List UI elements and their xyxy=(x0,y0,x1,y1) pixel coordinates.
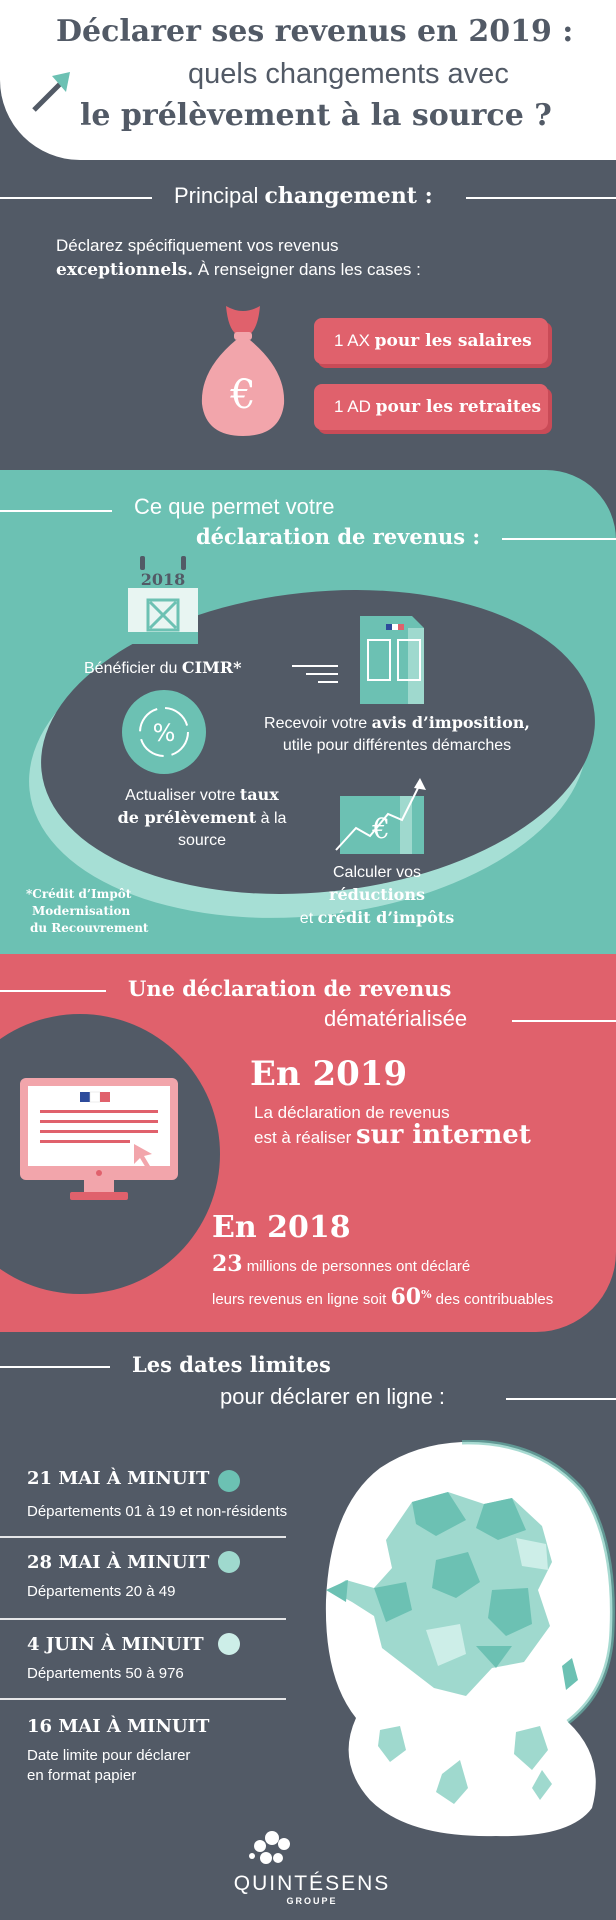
year-2018-text: 23 millions de personnes ont déclaré leurs revenus en ligne soit 60% des contribuables xyxy=(212,1251,554,1310)
date-item-2-dot xyxy=(218,1551,240,1573)
divider-right xyxy=(502,538,616,540)
divider-right xyxy=(506,1398,616,1400)
header-title-line1: Déclarer ses revenus en 2019 : xyxy=(56,14,574,49)
calcul-text: Calculer vos réductions et crédit d’impôts xyxy=(299,864,455,927)
date-separator xyxy=(0,1698,286,1700)
date-item-2-title: 28 MAI À MINUIT xyxy=(27,1552,210,1573)
banknote-chart-icon xyxy=(334,776,434,858)
section-title-declaration-line1: Ce que permet votre xyxy=(134,494,335,519)
section-title-principal: Principal changement : xyxy=(174,183,433,209)
section-title-demat-line2: dématérialisée xyxy=(324,1006,468,1031)
date-separator xyxy=(0,1536,286,1538)
divider-left xyxy=(0,197,152,199)
date-item-1-sub: Départements 01 à 19 et non-résidents xyxy=(27,1503,288,1520)
euro-symbol: € xyxy=(230,372,256,418)
document-icon xyxy=(290,612,440,708)
section-title-demat-line1: Une déclaration de revenus xyxy=(128,976,452,1001)
date-item-1-dot xyxy=(218,1470,240,1492)
section-title-declaration-line2: déclaration de revenus : xyxy=(196,524,481,549)
taux-text: Actualiser votre taux de prélèvement à la source xyxy=(117,785,287,849)
date-item-3-dot xyxy=(218,1633,240,1655)
calendar-icon xyxy=(126,556,200,646)
section-title-dates-line1: Les dates limites xyxy=(132,1352,331,1377)
cimr-text: Bénéficier du CIMR* xyxy=(84,658,242,677)
year-2018-title: En 2018 xyxy=(212,1210,351,1245)
quintesens-logo-icon xyxy=(246,1830,296,1868)
header-title-line2: quels changements avec xyxy=(188,58,509,90)
date-item-3-title: 4 JUIN À MINUIT xyxy=(27,1634,204,1655)
logo-sub: GROUPE xyxy=(286,1896,338,1906)
france-map xyxy=(316,1440,616,1840)
divider-right xyxy=(512,1020,616,1022)
header-banner xyxy=(0,0,616,160)
money-bag-icon xyxy=(196,300,290,440)
year-2019-title: En 2019 xyxy=(250,1054,408,1094)
pill-retraites: 1 AD pour les retraites xyxy=(314,384,548,430)
divider-left xyxy=(0,510,112,512)
date-item-4-title: 16 MAI À MINUIT xyxy=(27,1716,210,1737)
percent-icon xyxy=(120,688,208,776)
pill-salaires: 1 AX pour les salaires xyxy=(314,318,548,364)
header-title-line3: le prélèvement à la source ? xyxy=(80,98,552,133)
date-separator xyxy=(0,1618,286,1620)
date-item-2-sub: Départements 20 à 49 xyxy=(27,1583,176,1600)
date-item-3-sub: Départements 50 à 976 xyxy=(27,1665,184,1682)
logo-name: QUINTÉSENS xyxy=(233,1872,391,1895)
percent-symbol: % xyxy=(152,719,176,747)
section-title-dates-line2: pour déclarer en ligne : xyxy=(220,1384,446,1409)
divider-right xyxy=(466,197,616,199)
arrow-icon xyxy=(28,68,76,116)
year-2019-text: La déclaration de revenus est à réaliser sur internet xyxy=(254,1103,531,1150)
calendar-year: 2018 xyxy=(140,570,186,589)
euro-symbol: € xyxy=(372,812,390,845)
computer-monitor-icon xyxy=(18,1076,180,1206)
avis-text: Recevoir votre avis d’imposition, utile pour différentes démarches xyxy=(264,713,530,754)
date-item-1-title: 21 MAI À MINUIT xyxy=(27,1468,210,1489)
date-item-4-sub: Date limite pour déclarer en format papier xyxy=(27,1747,191,1784)
principal-text: Déclarez spécifiquement vos revenus exceptionnels. À renseigner dans les cases : xyxy=(56,236,421,280)
divider-left xyxy=(0,1366,110,1368)
divider-left xyxy=(0,990,106,992)
footnote-cimr: *Crédit d’Impôt Modernisation du Recouvrement xyxy=(26,887,149,935)
